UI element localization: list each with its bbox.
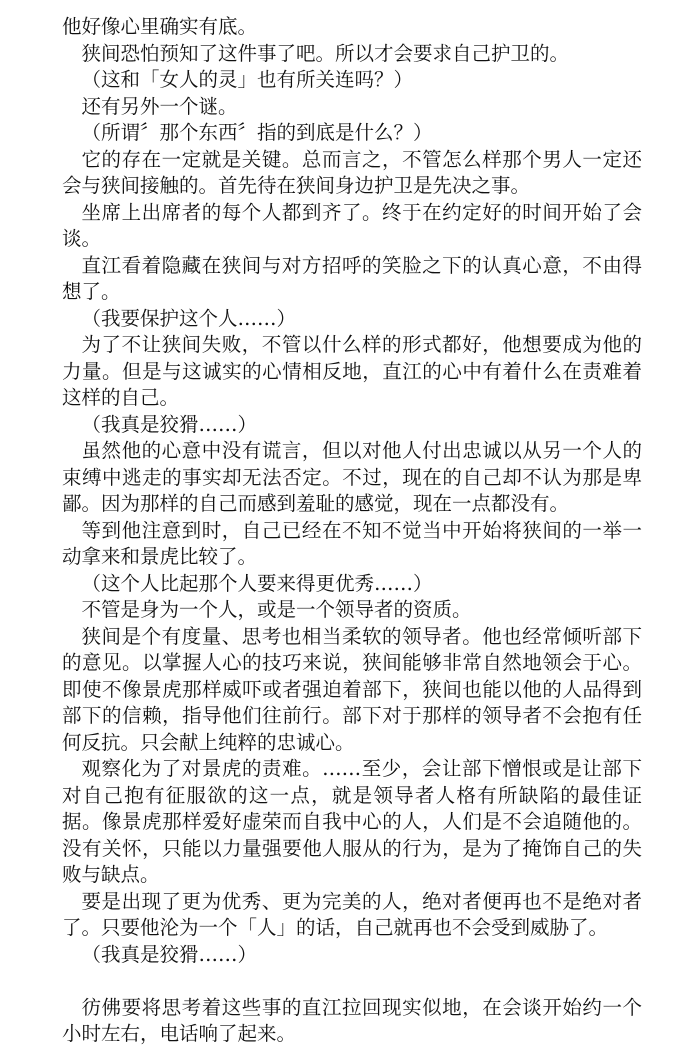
paragraph-9: （我要保护这个人……） [81,306,297,330]
paragraph-14: （这个人比起那个人要来得更优秀……） [81,571,433,595]
paragraph-16: 狭间是个有度量、思考也相当柔软的领导者。他也经常倾听部下的意见。以掌握人心的技巧来说，狭间能够非常自然地领会于心。即使不像景虎那样威吓或者强迫着部下，狭间也能以他的人品得到部下的信赖，指导他们往前行。部下对于那样的领导者不会抱有任何反抗。只会献上纯粹的忠诚心。 [62,624,642,754]
paragraph-3: （这和「女人的灵」也有所关连吗？） [81,68,414,91]
paragraph-7: 坐席上出席者的每个人都到齐了。终于在约定好的时间开始了会谈。 [62,200,642,250]
paragraph-5: （所谓〞那个东西〞指的到底是什么？） [81,121,433,144]
paragraph-2: 狭间恐怕预知了这件事了吧。所以才会要求自己护卫的。 [81,41,570,65]
paragraph-6: 它的存在一定就是关键。总而言之，不管怎么样那个男人一定还会与狭间接触的。首先待在狭间身边护卫是先决之事。 [62,147,642,197]
paragraph-11: （我真是狡猾……） [81,412,258,436]
paragraph-12: 虽然他的心意中没有谎言，但以对他人付出忠诚以从另一个人的束缚中逃走的事实却无法否定。不过，现在的自己却不认为那是卑鄙。因为那样的自己而感到羞耻的感觉，现在一点都没有。 [62,439,642,515]
paragraph-1: 他好像心里确实有底。 [62,15,258,38]
document-page [62,14,642,1048]
paragraph-4: 还有另外一个谜。 [81,94,238,118]
paragraph-18: 要是出现了更为优秀、更为完美的人，绝对者便再也不是绝对者了。只要他沦为一个「人」的话，自己就再也不会受到威胁了。 [62,889,642,939]
section-break [62,968,642,995]
paragraph-19: （我真是狡猾……） [81,942,258,966]
paragraph-8: 直江看着隐藏在狭间与对方招呼的笑脸之下的认真心意，不由得想了。 [62,253,642,303]
paragraph-17: 观察化为了对景虎的责难。……至少，会让部下憎恨或是让部下对自己抱有征服欲的这一点，就是领导者人格有所缺陷的最佳证据。像景虎那样爱好虚荣而自我中心的人，人们是不会追随他的。没有关怀，只能以力量强要他人服从的行为，是为了掩饰自己的失败与缺点。 [62,757,642,886]
paragraph-15: 不管是身为一个人，或是一个领导者的资质。 [81,598,472,621]
paragraph-10: 为了不让狭间失败，不管以什么样的形式都好，他想要成为他的力量。但是与这诚实的心情相反地，直江的心中有着什么在责难着这样的自己。 [62,333,642,409]
paragraph-13: 等到他注意到时，自己已经在不知不觉当中开始将狭间的一举一动拿来和景虎比较了。 [62,518,642,568]
paragraph-final: 彷佛要将思考着这些事的直江拉回现实似地，在会谈开始约一个小时左右，电话响了起来。 [62,995,642,1045]
